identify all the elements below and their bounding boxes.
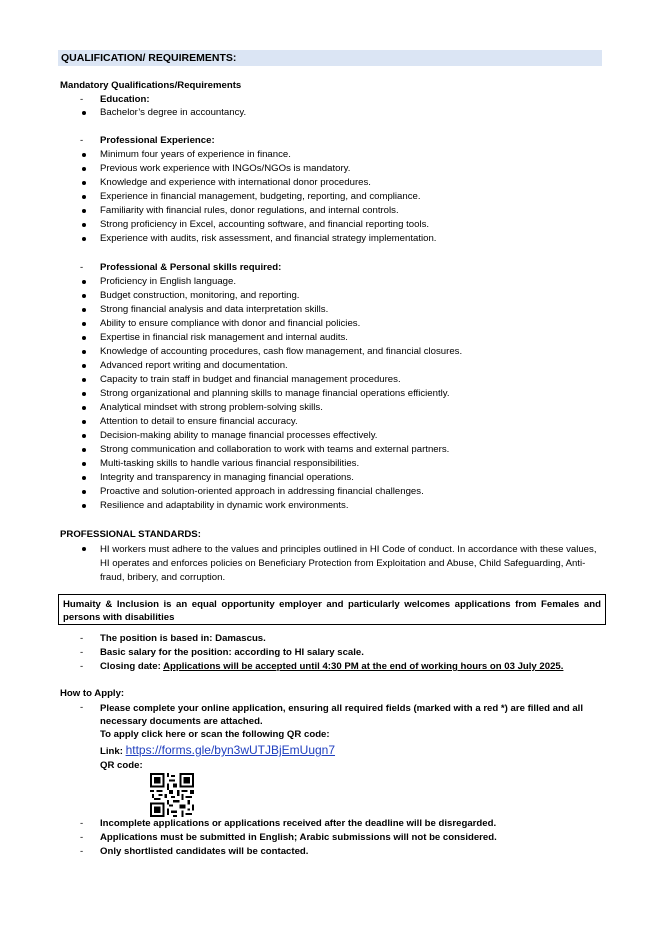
bullet bbox=[82, 223, 86, 227]
position-salary: Basic salary for the position: according to HI salary scale. bbox=[100, 647, 364, 658]
apply-note: Only shortlisted candidates will be contacted. bbox=[100, 846, 309, 857]
link-label: Link: bbox=[100, 746, 126, 757]
list-item: Proficiency in English language. bbox=[100, 276, 236, 287]
list-item: Analytical mindset with strong problem-solving skills. bbox=[100, 402, 323, 413]
bullet bbox=[82, 167, 86, 171]
list-item: Experience with audits, risk assessment, and financial strategy implementation. bbox=[100, 233, 437, 244]
closing-date bbox=[100, 661, 563, 673]
list-item: Bachelor’s degree in accountancy. bbox=[100, 107, 247, 118]
bullet bbox=[82, 350, 86, 354]
dash-marker: - bbox=[80, 818, 84, 829]
standards-heading: PROFESSIONAL STANDARDS: bbox=[60, 529, 201, 540]
list-item: Previous work experience with INGOs/NGOs is mandatory. bbox=[100, 163, 351, 174]
list-item: Minimum four years of experience in finance. bbox=[100, 149, 291, 160]
dash-marker: - bbox=[80, 647, 84, 658]
bullet bbox=[82, 490, 86, 494]
experience-heading: Professional Experience: bbox=[100, 135, 215, 146]
list-item: Strong financial analysis and data interpretation skills. bbox=[100, 304, 329, 315]
dash-marker: - bbox=[80, 832, 84, 843]
dash-marker: - bbox=[80, 702, 84, 713]
list-item: Strong proficiency in Excel, accounting software, and financial reporting tools. bbox=[100, 219, 430, 230]
bullet bbox=[82, 378, 86, 382]
dash-marker: - bbox=[80, 846, 84, 857]
skills-heading: Professional & Personal skills required: bbox=[100, 262, 282, 273]
list-item: Expertise in financial risk management and internal audits. bbox=[100, 332, 348, 343]
list-item: Attention to detail to ensure financial accuracy. bbox=[100, 416, 298, 427]
apply-note: Applications must be submitted in English; Arabic submissions will not be considered. bbox=[100, 832, 497, 843]
bullet bbox=[82, 406, 86, 410]
list-item: Capacity to train staff in budget and financial management procedures. bbox=[100, 374, 401, 385]
apply-instruction: Please complete your online application, ensuring all required fields (marked with a red *) are filled and all necessary documents are attached. bbox=[100, 703, 584, 727]
dash-marker: - bbox=[80, 135, 84, 146]
bullet bbox=[82, 237, 86, 241]
qr-code-image[interactable] bbox=[150, 773, 194, 817]
bullet bbox=[82, 322, 86, 326]
bullet bbox=[82, 547, 86, 551]
qr-label: QR code: bbox=[100, 760, 143, 771]
equal-opportunity-notice: Humaity & Inclusion is an equal opportunity employer and particularly welcomes applications from Females and persons with disabilities bbox=[58, 594, 606, 625]
dash-marker: - bbox=[80, 661, 84, 672]
apply-heading: How to Apply: bbox=[60, 688, 125, 699]
bullet bbox=[82, 336, 86, 340]
bullet bbox=[82, 181, 86, 185]
education-heading: Education: bbox=[100, 94, 150, 105]
section-title: QUALIFICATION/ REQUIREMENTS: bbox=[58, 50, 602, 66]
bullet bbox=[82, 195, 86, 199]
dash-marker: - bbox=[80, 633, 84, 644]
list-item: Decision-making ability to manage financial processes effectively. bbox=[100, 430, 378, 441]
dash-marker: - bbox=[80, 94, 84, 105]
apply-click-text: To apply click here or scan the following QR code: bbox=[100, 729, 330, 740]
location-label: The position is based in bbox=[100, 633, 210, 644]
bullet bbox=[82, 448, 86, 452]
list-item: Experience in financial management, budgeting, reporting, and compliance. bbox=[100, 191, 421, 202]
list-item: Strong communication and collaboration to work with teams and external partners. bbox=[100, 444, 450, 455]
location-value: : Damascus. bbox=[209, 633, 266, 644]
list-item: Knowledge and experience with international donor procedures. bbox=[100, 177, 371, 188]
closing-label: Closing date: bbox=[100, 661, 164, 672]
list-item: Multi-tasking skills to handle various financial responsibilities. bbox=[100, 458, 360, 469]
dash-marker: - bbox=[80, 262, 84, 273]
bullet bbox=[82, 392, 86, 396]
mandatory-heading: Mandatory Qualifications/Requirements bbox=[60, 80, 242, 91]
bullet bbox=[82, 434, 86, 438]
closing-value: Applications will be accepted until 4:30 PM at the end of working hours on 03 July 2025. bbox=[163, 661, 564, 672]
list-item: Ability to ensure compliance with donor and financial policies. bbox=[100, 318, 361, 329]
bullet bbox=[82, 364, 86, 368]
list-item: Resilience and adaptability in dynamic work environments. bbox=[100, 500, 349, 511]
list-item: Integrity and transparency in managing financial operations. bbox=[100, 472, 354, 483]
application-form-link[interactable]: https://forms.gle/byn3wUTJBjEmUugn7 bbox=[125, 743, 336, 757]
list-item: Familiarity with financial rules, donor regulations, and internal controls. bbox=[100, 205, 399, 216]
bullet bbox=[82, 153, 86, 157]
bullet bbox=[82, 420, 86, 424]
position-location bbox=[100, 633, 266, 645]
apply-link-row bbox=[100, 743, 335, 759]
bullet bbox=[82, 476, 86, 480]
bullet bbox=[82, 294, 86, 298]
bullet bbox=[82, 209, 86, 213]
list-item: Knowledge of accounting procedures, cash flow management, and financial closures. bbox=[100, 346, 463, 357]
list-item: Advanced report writing and documentation. bbox=[100, 360, 288, 371]
list-item: Proactive and solution-oriented approach in addressing financial challenges. bbox=[100, 486, 424, 497]
bullet bbox=[82, 280, 86, 284]
bullet bbox=[82, 462, 86, 466]
standards-text: HI workers must adhere to the values and principles outlined in HI Code of conduct. In accordance with these values, HI operates and enforces policies on Beneficiary Protection from Exploitation and Abuse, Child Safeguarding, Anti-fraud, bribery, and corruption. bbox=[100, 544, 597, 583]
bullet bbox=[82, 504, 86, 508]
bullet bbox=[82, 308, 86, 312]
list-item: Strong organizational and planning skills to manage financial operations efficiently. bbox=[100, 388, 450, 399]
list-item: Budget construction, monitoring, and reporting. bbox=[100, 290, 300, 301]
apply-note: Incomplete applications or applications received after the deadline will be disregarded. bbox=[100, 818, 497, 829]
bullet bbox=[82, 111, 86, 115]
